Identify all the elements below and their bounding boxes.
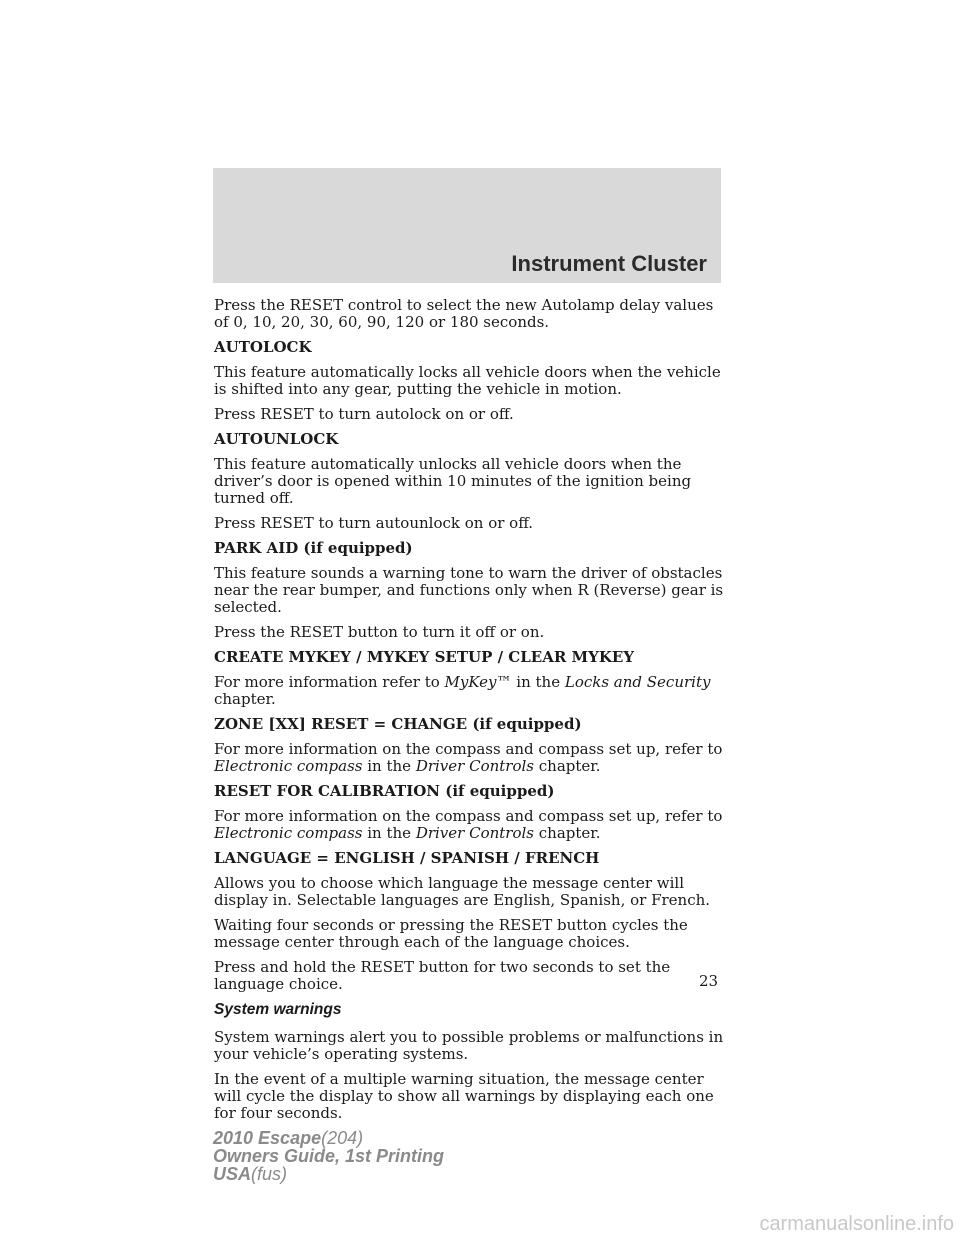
footer-market-line xyxy=(213,1165,444,1183)
calibration-ref-pre: For more information on the compass and compass set up, refer to xyxy=(214,807,723,825)
autounlock-instruction: Press RESET to turn autounlock on or off. xyxy=(214,514,534,532)
mykey-ref-pre: For more information refer to xyxy=(214,673,445,691)
mykey-ref-post: chapter. xyxy=(214,690,276,708)
zone-ref-pre: For more information on the compass and compass set up, refer to xyxy=(214,740,723,758)
autolock-instruction: Press RESET to turn autolock on or off. xyxy=(214,405,514,423)
chapter-title: Instrument Cluster xyxy=(511,251,707,276)
zone-reset-reference xyxy=(214,741,724,775)
calibration-heading: RESET FOR CALIBRATION (if equipped) xyxy=(214,782,555,800)
footer-model-code: (204) xyxy=(321,1128,364,1148)
page-number: 23 xyxy=(699,972,719,990)
mykey-ref-mid: in the xyxy=(511,673,565,691)
footer-model-line xyxy=(213,1129,444,1147)
footer-print-info xyxy=(213,1129,444,1183)
autolamp-paragraph: Press the RESET control to select the new Autolamp delay values of 0, 10, 20, 30, 60, 90, 120 or 180 seconds. xyxy=(214,296,714,331)
footer-model: 2010 Escape xyxy=(213,1128,322,1148)
zone-ref-post: chapter. xyxy=(534,757,601,775)
footer-market: USA xyxy=(213,1164,252,1184)
calibration-ref-post: chapter. xyxy=(534,824,601,842)
autounlock-description: This feature automatically unlocks all vehicle doors when the driver’s door is opened within 10 minutes of the ignition being turned off. xyxy=(214,455,692,507)
zone-ref-topic: Electronic compass xyxy=(214,757,363,775)
footer-guide-line: Owners Guide, 1st Printing xyxy=(213,1146,445,1166)
zone-ref-mid: in the xyxy=(362,757,416,775)
watermark: carmanualsonline.info xyxy=(759,1213,954,1235)
autounlock-heading: AUTOUNLOCK xyxy=(214,430,339,448)
calibration-ref-topic: Electronic compass xyxy=(214,824,363,842)
mykey-heading: CREATE MYKEY / MYKEY SETUP / CLEAR MYKEY xyxy=(214,648,635,666)
system-warnings-description: System warnings alert you to possible problems or malfunctions in your vehicle’s operating systems. xyxy=(214,1028,724,1063)
multiple-warnings-description: In the event of a multiple warning situation, the message center will cycle the display to show all warnings by displaying each one for four seconds. xyxy=(214,1070,714,1122)
page-content xyxy=(214,297,724,1130)
mykey-ref-chapter: Locks and Security xyxy=(564,673,711,691)
calibration-ref-chapter: Driver Controls xyxy=(415,824,534,842)
footer-market-code: (fus) xyxy=(251,1164,288,1184)
park-aid-heading: PARK AID (if equipped) xyxy=(214,539,413,557)
park-aid-instruction: Press the RESET button to turn it off or on. xyxy=(214,623,545,641)
language-heading: LANGUAGE = ENGLISH / SPANISH / FRENCH xyxy=(214,849,600,867)
park-aid-description: This feature sounds a warning tone to warn the driver of obstacles near the rear bumper, and functions only when R (Reverse) gear is selected. xyxy=(214,564,724,616)
language-description: Allows you to choose which language the message center will display in. Selectable languages are English, Spanish, or French. xyxy=(214,874,711,909)
calibration-ref-mid: in the xyxy=(362,824,416,842)
mykey-reference xyxy=(214,674,724,708)
calibration-reference xyxy=(214,808,724,842)
autolock-description: This feature automatically locks all vehicle doors when the vehicle is shifted into any gear, putting the vehicle in motion. xyxy=(214,363,721,398)
system-warnings-heading: System warnings xyxy=(214,1001,342,1018)
chapter-header-band xyxy=(213,168,721,283)
zone-reset-heading: ZONE [XX] RESET = CHANGE (if equipped) xyxy=(214,715,582,733)
language-set-instruction: Press and hold the RESET button for two seconds to set the language choice. xyxy=(214,958,671,993)
zone-ref-chapter: Driver Controls xyxy=(415,757,534,775)
autolock-heading: AUTOLOCK xyxy=(214,338,312,356)
mykey-ref-topic: MyKey™ xyxy=(444,673,512,691)
language-cycle-instruction: Waiting four seconds or pressing the RESET button cycles the message center through each of the language choices. xyxy=(214,916,688,951)
